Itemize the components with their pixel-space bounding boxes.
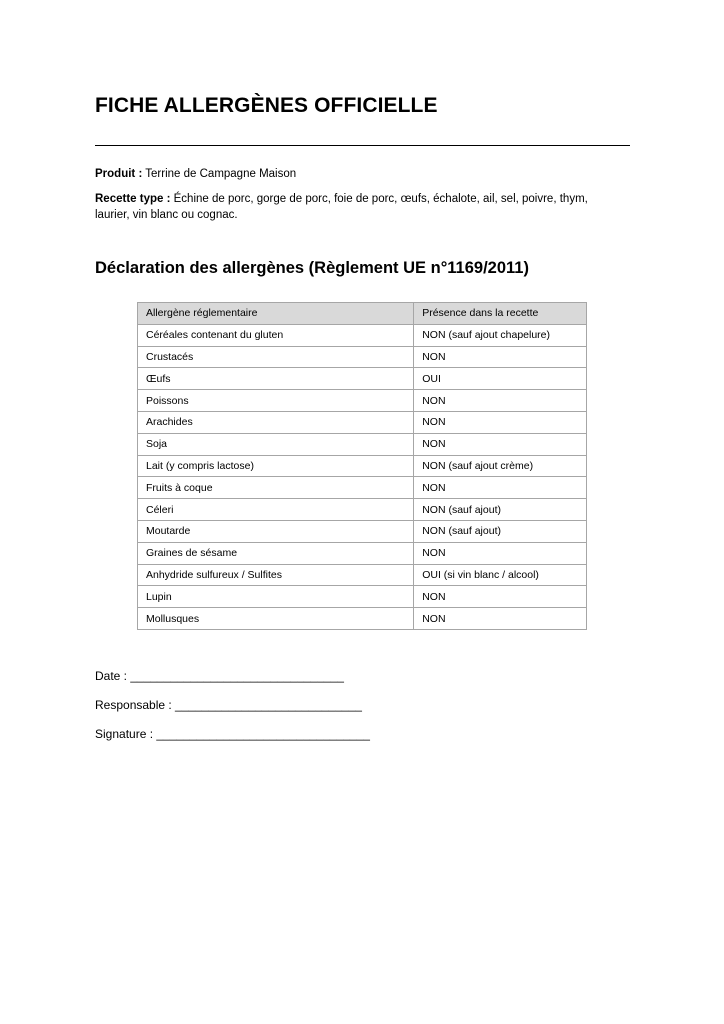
allergen-cell: Poissons (138, 390, 414, 412)
produit-field (95, 166, 625, 182)
signature-line: Signature : ________________________________ (95, 727, 370, 741)
table-row (138, 390, 587, 412)
date-line: Date : ________________________________ (95, 669, 344, 683)
responsable-line: Responsable : ____________________________ (95, 698, 362, 712)
recette-field (95, 191, 625, 223)
allergen-cell: Moutarde (138, 520, 414, 542)
presence-cell: NON (414, 586, 587, 608)
allergen-cell: Graines de sésame (138, 542, 414, 564)
produit-label: Produit : (95, 168, 143, 180)
header-allergen: Allergène réglementaire (138, 303, 414, 325)
presence-cell: NON (414, 433, 587, 455)
allergen-cell: Mollusques (138, 608, 414, 630)
table-row (138, 564, 587, 586)
presence-cell: NON (sauf ajout) (414, 499, 587, 521)
table-row (138, 477, 587, 499)
allergen-cell: Lupin (138, 586, 414, 608)
section-title: Déclaration des allergènes (Règlement UE n°1169/2011) (95, 259, 529, 277)
produit-value: Terrine de Campagne Maison (145, 168, 297, 180)
allergen-cell: Fruits à coque (138, 477, 414, 499)
table-header-row (138, 303, 587, 325)
document-title: FICHE ALLERGÈNES OFFICIELLE (95, 94, 438, 117)
allergen-cell: Lait (y compris lactose) (138, 455, 414, 477)
presence-cell: NON (414, 477, 587, 499)
allergen-cell: Arachides (138, 411, 414, 433)
recette-value: Échine de porc, gorge de porc, foie de porc, œufs, échalote, ail, sel, poivre, thym, laurier, vin blanc ou cognac. (95, 193, 588, 221)
table-row (138, 586, 587, 608)
table-row (138, 324, 587, 346)
allergen-cell: Crustacés (138, 346, 414, 368)
recette-label: Recette type : (95, 193, 171, 205)
allergen-cell: Œufs (138, 368, 414, 390)
table-row (138, 346, 587, 368)
presence-cell: NON (414, 608, 587, 630)
allergen-cell: Anhydride sulfureux / Sulfites (138, 564, 414, 586)
allergen-cell: Céleri (138, 499, 414, 521)
allergen-cell: Soja (138, 433, 414, 455)
table-row (138, 520, 587, 542)
table-row (138, 433, 587, 455)
presence-cell: OUI (si vin blanc / alcool) (414, 564, 587, 586)
presence-cell: NON (sauf ajout chapelure) (414, 324, 587, 346)
table-row (138, 542, 587, 564)
presence-cell: NON (414, 542, 587, 564)
allergen-table (137, 302, 587, 630)
presence-cell: OUI (414, 368, 587, 390)
presence-cell: NON (sauf ajout) (414, 520, 587, 542)
table-row (138, 499, 587, 521)
presence-cell: NON (414, 411, 587, 433)
table-row (138, 455, 587, 477)
table-row (138, 368, 587, 390)
presence-cell: NON (414, 390, 587, 412)
presence-cell: NON (414, 346, 587, 368)
header-presence: Présence dans la recette (414, 303, 587, 325)
table-row (138, 608, 587, 630)
table-row (138, 411, 587, 433)
allergen-cell: Céréales contenant du gluten (138, 324, 414, 346)
presence-cell: NON (sauf ajout crème) (414, 455, 587, 477)
title-divider (95, 145, 630, 146)
